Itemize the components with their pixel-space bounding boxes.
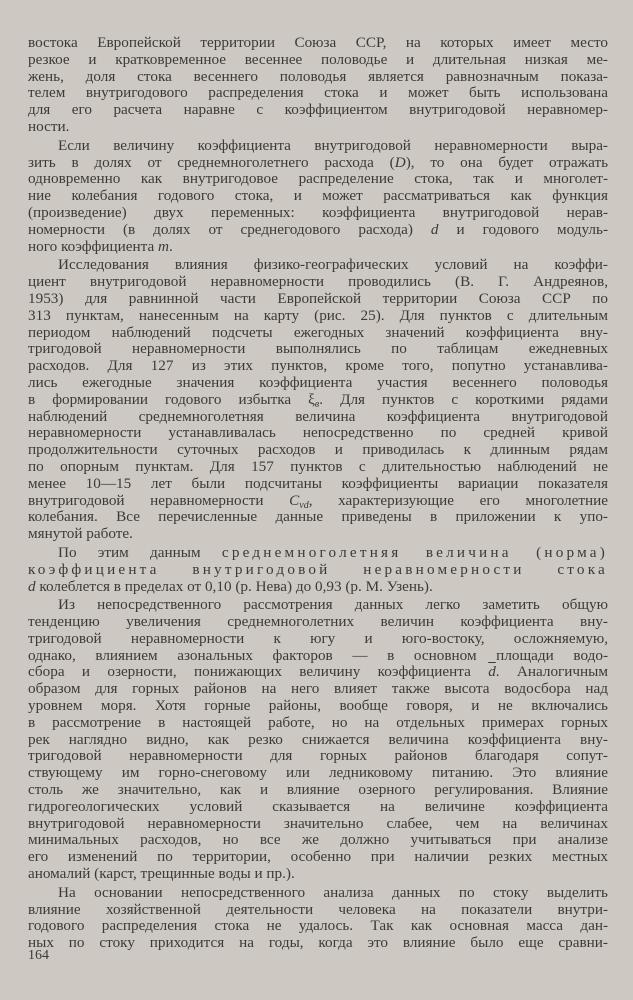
paragraph <box>28 545 608 595</box>
paragraph <box>28 597 608 883</box>
text-line: лись ежегодные значения коэффициента участия весеннего половодья <box>28 373 608 391</box>
text-segment: По этим данным <box>58 543 222 561</box>
formula-symbol: d <box>430 220 439 238</box>
text-segment: в формировании годового избытка ξ <box>28 390 315 408</box>
text-line: продолжительности суточных расходов и приводилась к длинным рядам <box>28 441 608 459</box>
text-line <box>28 239 608 256</box>
page-number: 164 <box>28 948 49 963</box>
text-line: ствующему им горно-снеговому или ледниковому питанию. Это влияние <box>28 764 608 782</box>
text-line: колебания. Все перечисленные данные приведены в приложении к упо- <box>28 508 608 526</box>
text-line: Из непосредственного рассмотрения данных легко заметить общую <box>58 596 608 614</box>
text-segment: колеблется в пределах от 0,10 (р. Нева) до 0,93 (р. М. Узень). <box>35 577 433 595</box>
text-line: одновременно как внутригодовое распределение стока, так и многолет- <box>28 170 608 188</box>
text-line: мянутой работе. <box>28 525 133 543</box>
formula-symbol: $\overline{d}$ <box>488 663 496 681</box>
text-segment: ного коэффициента <box>28 237 158 255</box>
formula-symbol: d <box>28 577 36 595</box>
text-line <box>28 562 608 579</box>
text-line: влияние хозяйственной деятельности человека на показатели внутри- <box>28 900 608 918</box>
text-line: столь же значительно, как и влияние озерного регулирования. Влияние <box>28 781 608 799</box>
text-segment: зить в долях от среднемноголетнего расхода ( <box>28 153 395 171</box>
formula-symbol: m <box>157 237 169 255</box>
formula-symbol: vd <box>299 499 309 511</box>
text-line: телем внутригодового распределения стока и может быть использована <box>28 84 608 102</box>
text-line: ных по стоку приходится на годы, когда это влияние было еще сравни- <box>28 934 608 952</box>
paragraph <box>28 138 608 256</box>
text-line <box>28 155 608 172</box>
text-segment: , характеризующие его многолетние <box>308 491 608 509</box>
text-line: неравномерности устанавливалась непосредственно по средней кривой <box>28 424 608 442</box>
text-line: Если величину коэффициента внутригодовой неравномерности выра- <box>58 136 608 154</box>
text-line: тригодовой неравномерности для горных районов благодаря сопут- <box>28 747 608 765</box>
text-line: для его расчета наравне с коэффициентом внутригодовой неравномер- <box>28 101 608 119</box>
text-line <box>28 664 608 681</box>
text-line <box>28 579 608 596</box>
text-line: годового распределения стока не удалось. Так как основная масса дан- <box>28 917 608 935</box>
formula-symbol: в <box>314 398 320 410</box>
text-segment: и годового модуль- <box>438 220 608 238</box>
text-segment: . Аналогичным <box>495 663 608 681</box>
text-line: по опорным пунктам. Для 157 пунктов с длительностью наблюдений не <box>28 457 608 475</box>
formula-symbol: коэффициента внутригодовой неравномерности стока <box>28 560 608 578</box>
text-segment: . Для пунктов с короткими рядами <box>319 390 608 408</box>
formula-symbol: D <box>394 153 406 171</box>
text-line: ние колебания годового стока, и может рассматриваться как функция <box>28 187 608 205</box>
text-line: наблюдений среднемноголетняя величина коэффициента внутригодовой <box>28 407 608 425</box>
text-line: гидрогеологических условий сказывается на величине коэффициента <box>28 797 608 815</box>
text-line: тригодовой неравномерности к югу и юго-востоку, осложняемую, <box>28 629 608 647</box>
text-line: уровнем моря. Хотя горные районы, вообще говоря, и не включались <box>28 697 608 715</box>
formula-symbol: C <box>289 491 300 509</box>
text-line <box>28 493 608 510</box>
text-line: его изменений по территории, особенно при наличии резких местных <box>28 848 608 866</box>
text-line <box>28 222 608 239</box>
text-segment: номерности (в долях от среднегодового расхода) <box>28 220 431 238</box>
text-line: однако, влиянием азональных факторов — в основном площади водо- <box>28 646 608 664</box>
text-line <box>28 392 608 409</box>
text-segment: . <box>168 237 173 255</box>
text-line: ности. <box>28 117 70 135</box>
text-line: циент внутригодовой неравномерности проводились (В. Г. Андреянов, <box>28 273 608 291</box>
paragraph <box>28 35 608 136</box>
text-line: периодом наблюдений подсчеты ежегодных значений коэффициента вну- <box>28 323 608 341</box>
text-line: минимальных расходов, но все же должно учитываться при анализе <box>28 831 608 849</box>
text-segment: сбора и озерности, понижающих величину коэффициента <box>28 663 489 681</box>
text-line: в рассмотрение в настоящей работе, но на отдельных примерах горных <box>28 713 608 731</box>
text-line: востока Европейской территории Союза ССР, на которых имеет место <box>28 34 608 51</box>
text-line: внутригодовой неравномерности значительно слабее, чем на величинах <box>28 814 608 832</box>
text-line: 313 пунктам, нанесенным на карту (рис. 25). Для пунктов с длительным <box>28 306 608 324</box>
text-line: аномалий (карст, трещинные воды и пр.). <box>28 865 295 883</box>
text-segment: ), то она будет отражать <box>405 153 609 171</box>
text-line: Исследования влияния физико-географических условий на коэффи- <box>58 256 608 274</box>
paragraph <box>28 885 608 952</box>
text-line: тенденцию увеличения среднемноголетних величин коэффициента вну- <box>28 613 608 631</box>
text-line: менее 10—15 лет были подсчитаны коэффициенты вариации показателя <box>28 474 608 492</box>
formula-symbol: среднемноголетняя величина (норма) <box>221 543 608 561</box>
text-line: рек наглядно видно, как резко снижается величина коэффициента вну- <box>28 730 608 748</box>
text-line: жень, доля стока весеннего половодья является равнозначным показа- <box>28 67 608 85</box>
text-line: тригодовой неравномерности выполнялись по таблицам ежедневных <box>28 340 608 358</box>
text-line <box>28 545 608 562</box>
text-line: На основании непосредственного анализа данных по стоку выделить <box>58 883 608 901</box>
text-segment: внутригодовой неравномерности <box>28 491 290 509</box>
book-page-text <box>28 35 608 954</box>
text-line: 1953) для равнинной части Европейской территории Союза ССР по <box>28 289 608 307</box>
text-line: резкое и кратковременное весеннее половодье и длительная низкая ме- <box>28 50 608 68</box>
text-line: расходов. Для 127 из этих пунктов, кроме того, попутно устанавлива- <box>28 357 608 375</box>
text-line: образом для горных районов на него влияет также высота водосбора над <box>28 680 608 698</box>
paragraph <box>28 257 608 543</box>
text-line: (произведение) двух переменных: коэффициента внутригодовой нерав- <box>28 203 608 221</box>
